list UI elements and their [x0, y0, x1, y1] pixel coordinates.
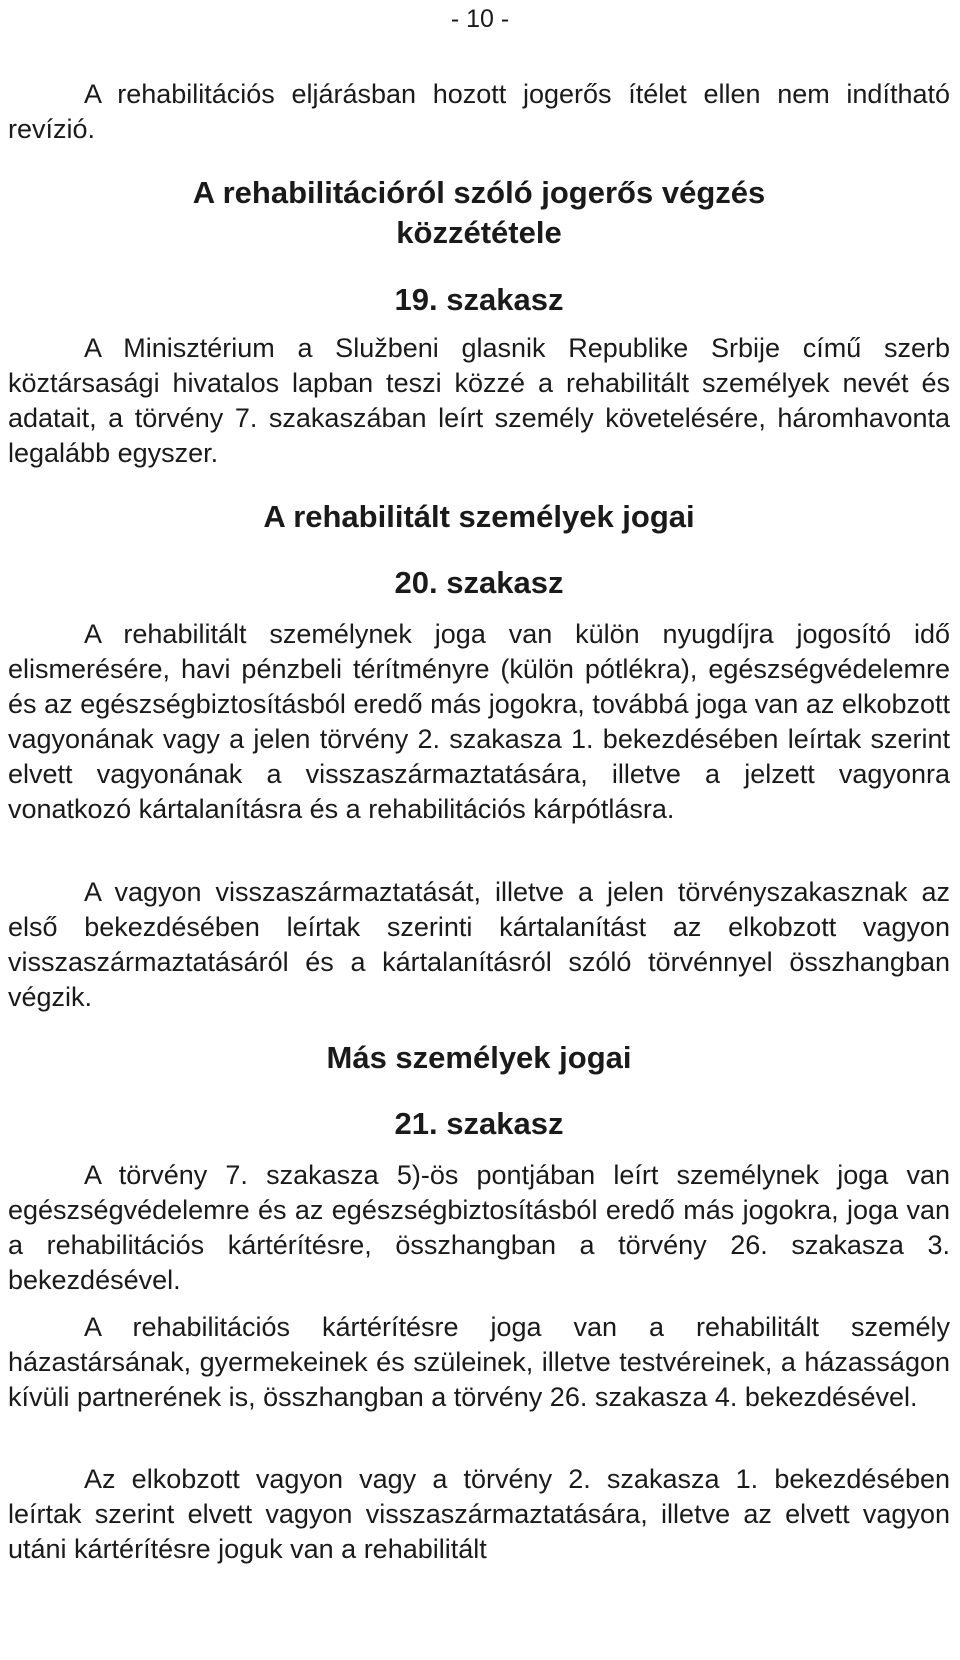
paragraph-section-20-2: A vagyon visszaszármaztatását, illetve a jelen törvényszakasznak az első bekezdésében leírtak szerinti kártalanítást az elkobzott vagyon visszaszármaztatásáról és a kártalanításról szóló törvénnyel összhangban végzik.	[8, 877, 950, 1012]
heading-other-persons-rights: Más személyek jogai	[326, 1040, 632, 1075]
heading-publication-line1: A rehabilitációról szóló jogerős végzés	[192, 175, 766, 210]
heading-publication-line2: közzététele	[396, 215, 562, 250]
heading-rehabilitated-rights: A rehabilitált személyek jogai	[263, 499, 695, 534]
paragraph-section-21-1: A törvény 7. szakasza 5)-ös pontjában leírt személynek joga van egészségvédelemre és az egészségbiztosításból eredő más jogokra, joga van a rehabilitációs kártérítésre, összhangban a törvény 26. szakasza 3. bekezdésével.	[8, 1160, 950, 1295]
paragraph-section-20-1: A rehabilitált személynek joga van külön nyugdíjra jogosító idő elismerésére, havi pénzbeli térítményre (külön pótlékra), egészségvédelemre és az egészségbiztosításból eredő más jogokra, továbbá joga van az elkobzott vagyonának vagy a jelen törvény 2. szakasza 1. bekezdésében leírtak szerint elvett vagyonának a visszaszármaztatására, illetve a jelzett vagyonra vonatkozó kártalanításra és a rehabilitációs kárpótlásra.	[8, 619, 950, 824]
paragraph-section-21-2: A rehabilitációs kártérítésre joga van a rehabilitált személy házastársának, gyermekeinek és szüleinek, illetve testvéreinek, a házasságon kívüli partnerének is, összhangban a törvény 26. szakasza 4. bekezdésével.	[8, 1312, 950, 1412]
paragraph-revision: A rehabilitációs eljárásban hozott jogerős ítélet ellen nem indítható revízió.	[8, 79, 950, 144]
section-number-19: 19. szakasz	[394, 282, 564, 317]
section-number-20: 20. szakasz	[394, 565, 564, 600]
section-number-21: 21. szakasz	[394, 1106, 564, 1141]
paragraph-section-19: A Minisztérium a Službeni glasnik Republike Srbije című szerb köztársasági hivatalos lapban teszi közzé a rehabilitált személyek nevét és adatait, a törvény 7. szakaszában leírt személy követelésére, háromhavonta legalább egyszer.	[8, 333, 950, 468]
paragraph-section-21-3: Az elkobzott vagyon vagy a törvény 2. szakasza 1. bekezdésében leírtak szerint elvett vagyon visszaszármaztatására, illetve az elvett vagyon utáni kártérítésre joguk van a rehabilitált	[8, 1464, 950, 1564]
page-number: - 10 -	[450, 5, 510, 33]
